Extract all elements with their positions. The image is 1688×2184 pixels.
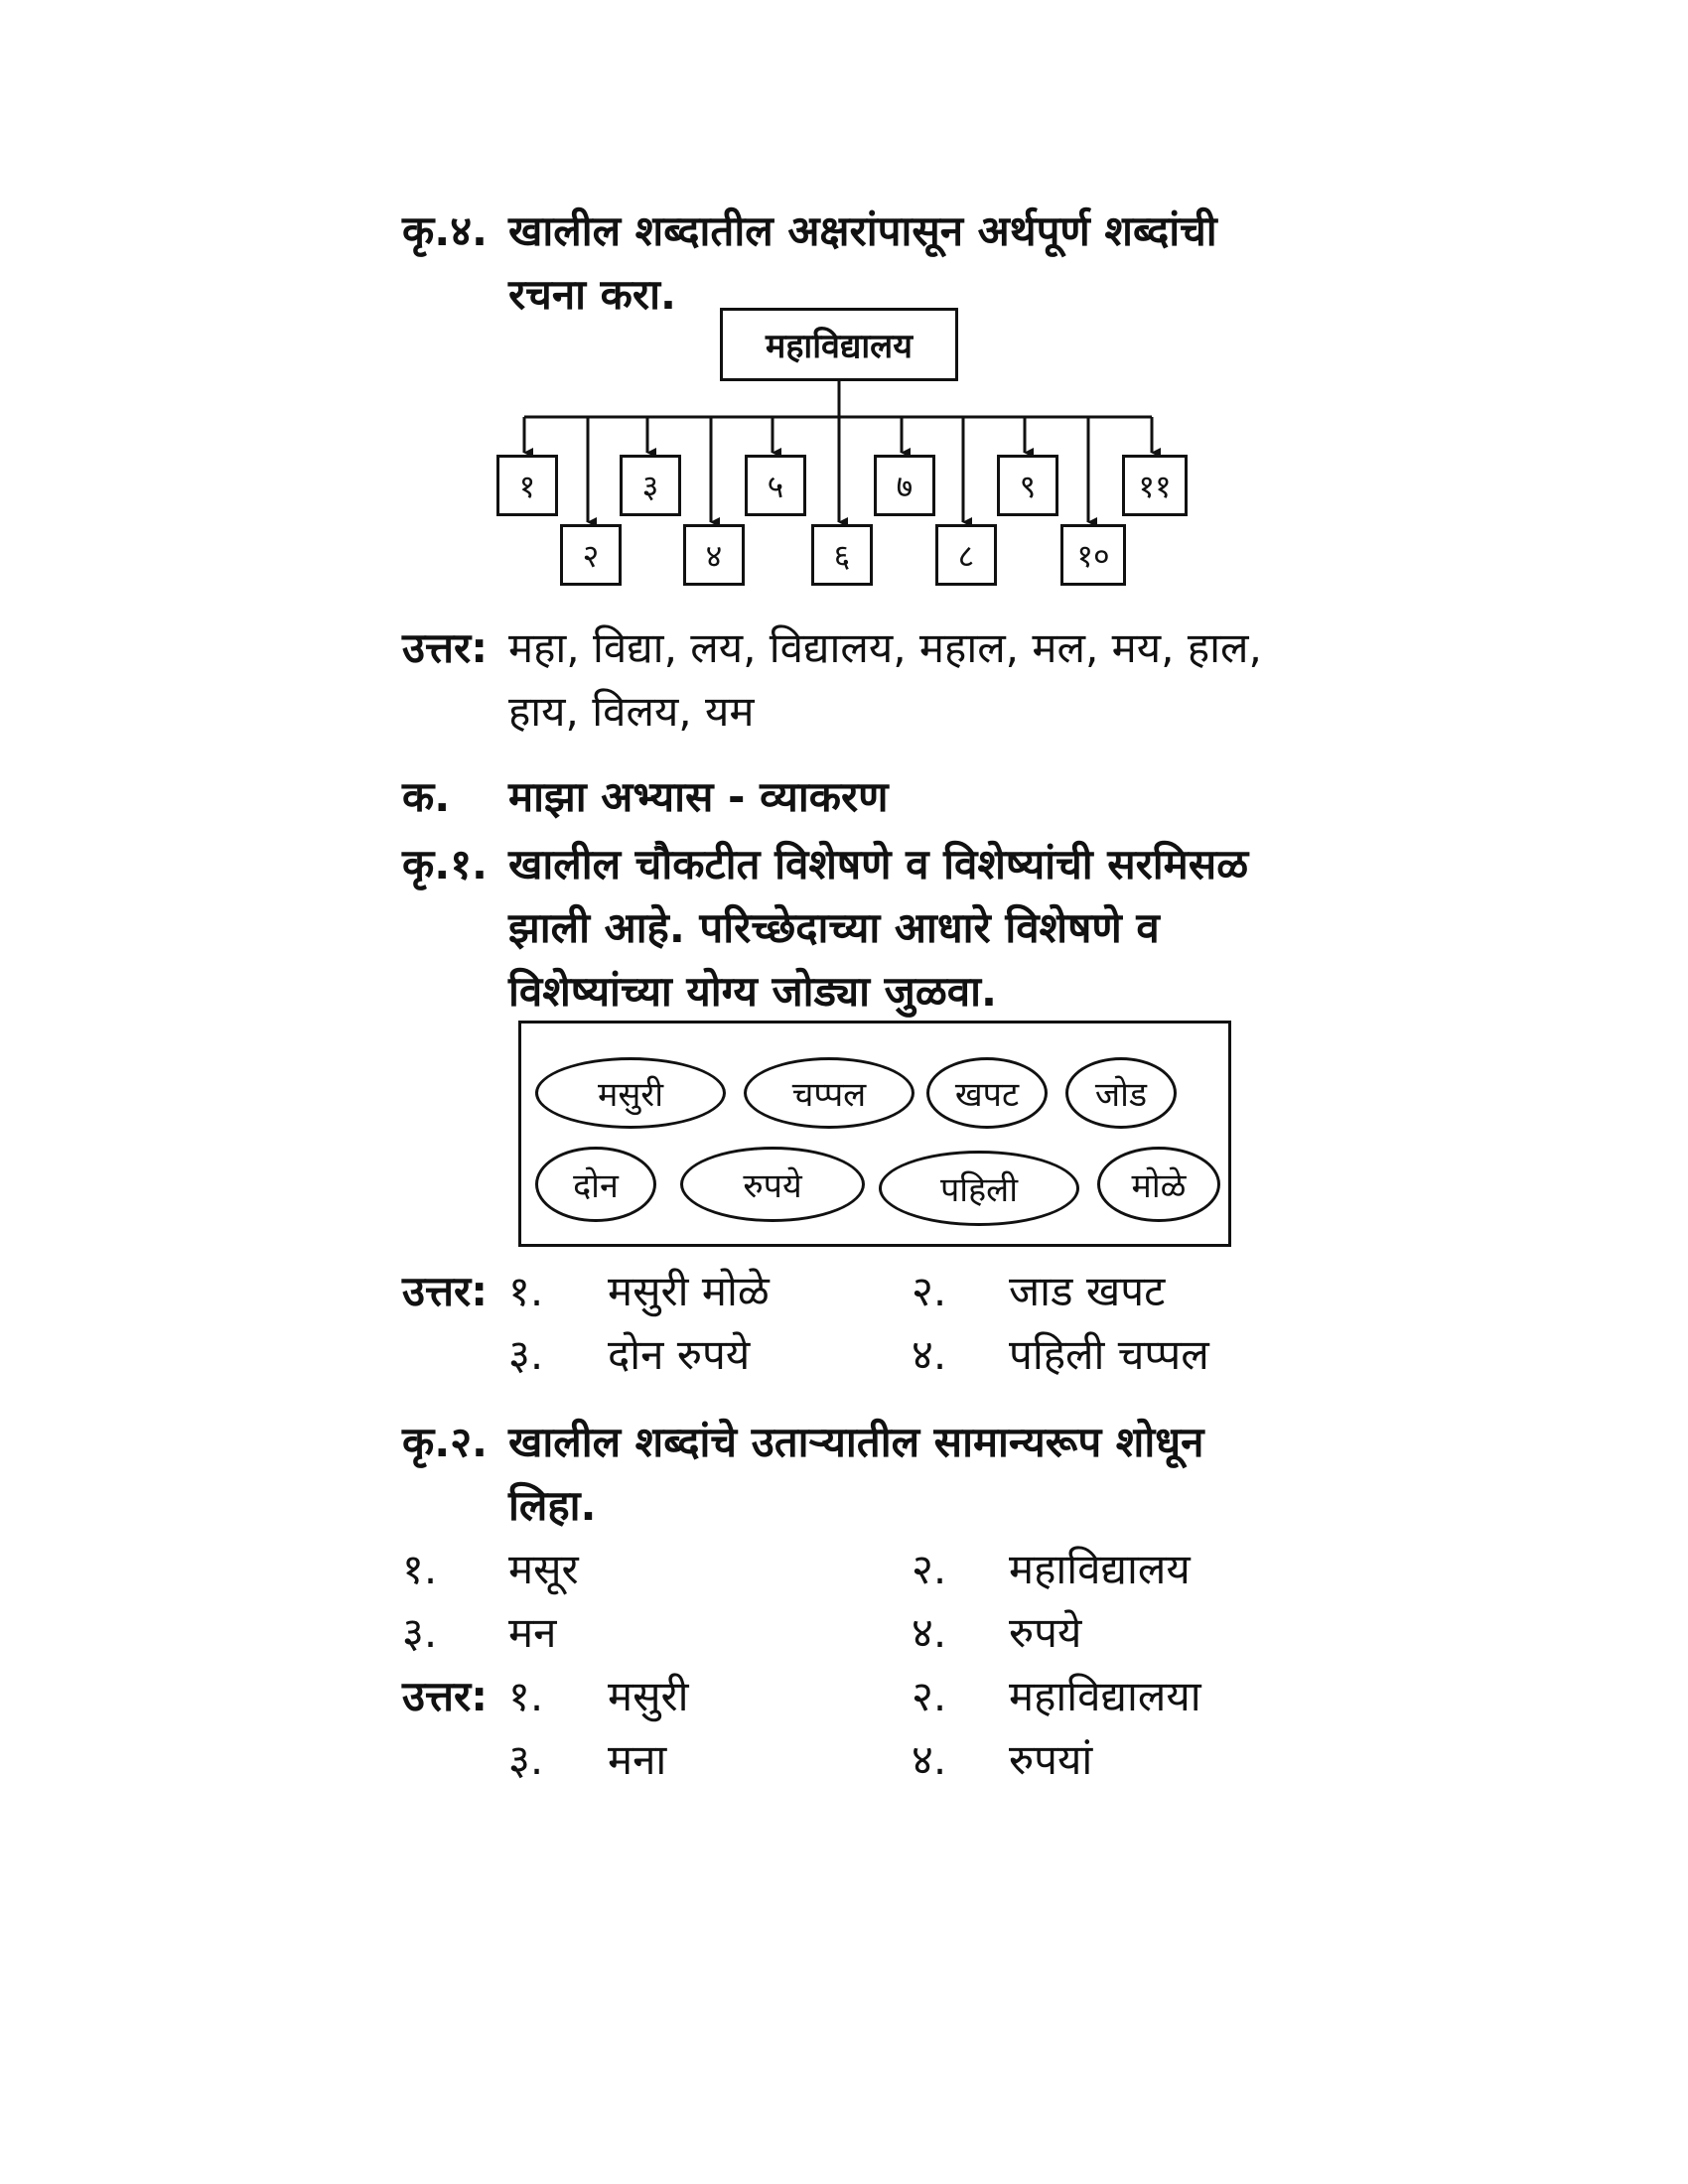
q2-answer-text-4: रुपयां: [1009, 1735, 1093, 1784]
oval-word-jod: जोड: [1065, 1057, 1177, 1129]
q1-answer-num-2: २.: [912, 1267, 947, 1315]
q1-answer-num-4: ४.: [912, 1330, 947, 1379]
oval-word-khapat: खपट: [926, 1057, 1048, 1129]
word-mix-box: [518, 1021, 1231, 1247]
q2-answer-num-1: १.: [508, 1672, 544, 1720]
section-title: माझा अभ्यास - व्याकरण: [508, 772, 889, 821]
q2-answer-num-2: २.: [912, 1672, 947, 1720]
letter-box-1: १: [496, 455, 558, 516]
oval-word-don: दोन: [535, 1147, 656, 1222]
q2-item-num-2: २.: [912, 1545, 947, 1593]
q2-answer-text-1: मसुरी: [608, 1672, 689, 1720]
section-letter: क.: [402, 772, 451, 821]
letter-box-5: ५: [745, 455, 806, 516]
q4-answer-line2: हाय, विलय, यम: [508, 687, 755, 736]
q2-question-line1: खालील शब्दांचे उताऱ्यातील सामान्यरूप शोधून: [508, 1418, 1204, 1466]
oval-word-rupaye: रुपये: [680, 1147, 865, 1222]
q4-question-line1: खालील शब्दातील अक्षरांपासून अर्थपूर्ण शब्दांची: [508, 206, 1217, 255]
q1-answer-label: उत्तर:: [402, 1267, 489, 1315]
letter-box-8: ८: [935, 524, 997, 586]
q1-answer-num-1: १.: [508, 1267, 544, 1315]
q2-item-num-3: ३.: [402, 1608, 438, 1657]
letter-box-4: ४: [683, 524, 745, 586]
oval-word-chappal: चप्पल: [744, 1057, 914, 1129]
q4-answer-label: उत्तर:: [402, 623, 489, 672]
q4-number: कृ.४.: [402, 206, 489, 255]
letter-box-2: २: [560, 524, 622, 586]
q1-answer-num-3: ३.: [508, 1330, 544, 1379]
q2-answer-label: उत्तर:: [402, 1672, 489, 1720]
q1-question-line1: खालील चौकटीत विशेषणे व विशेष्यांची सरमिसळ: [508, 840, 1249, 888]
oval-word-pahili: पहिली: [879, 1151, 1079, 1226]
q4-question-line2: रचना करा.: [508, 270, 676, 319]
letter-box-3: ३: [620, 455, 681, 516]
q2-answer-text-2: महाविद्यालया: [1009, 1672, 1201, 1720]
q2-answer-num-4: ४.: [912, 1735, 947, 1784]
q2-question-line2: लिहा.: [508, 1481, 597, 1530]
letter-box-11: ११: [1122, 455, 1188, 516]
letter-box-6: ६: [811, 524, 873, 586]
q2-item-text-4: रुपये: [1009, 1608, 1082, 1657]
q2-item-text-2: महाविद्यालय: [1009, 1545, 1191, 1593]
word-tree-diagram: [467, 298, 1221, 596]
q2-answer-text-3: मना: [608, 1735, 667, 1784]
q2-item-text-1: मसूर: [508, 1545, 579, 1593]
letter-box-10: १०: [1060, 524, 1126, 586]
q2-answer-num-3: ३.: [508, 1735, 544, 1784]
q1-question-line3: विशेष्यांच्या योग्य जोड्या जुळवा.: [508, 967, 997, 1016]
q2-item-num-4: ४.: [912, 1608, 947, 1657]
q1-answer-text-3: दोन रुपये: [608, 1330, 751, 1379]
q2-item-text-3: मन: [508, 1608, 557, 1657]
q1-answer-text-2: जाड खपट: [1009, 1267, 1166, 1315]
letter-box-7: ७: [874, 455, 935, 516]
oval-word-masuri: मसुरी: [535, 1057, 726, 1129]
root-word-box: महाविद्यालय: [720, 308, 958, 381]
q2-number: कृ.२.: [402, 1418, 489, 1466]
q1-number: कृ.१.: [402, 840, 489, 888]
q1-question-line2: झाली आहे. परिच्छेदाच्या आधारे विशेषणे व: [508, 903, 1160, 952]
q4-answer-line1: महा, विद्या, लय, विद्यालय, महाल, मल, मय, हाल,: [508, 623, 1262, 672]
q1-answer-text-4: पहिली चप्पल: [1009, 1330, 1209, 1379]
oval-word-mole: मोळे: [1097, 1147, 1220, 1222]
q2-item-num-1: १.: [402, 1545, 438, 1593]
q1-answer-text-1: मसुरी मोळे: [608, 1267, 770, 1315]
letter-box-9: ९: [997, 455, 1058, 516]
